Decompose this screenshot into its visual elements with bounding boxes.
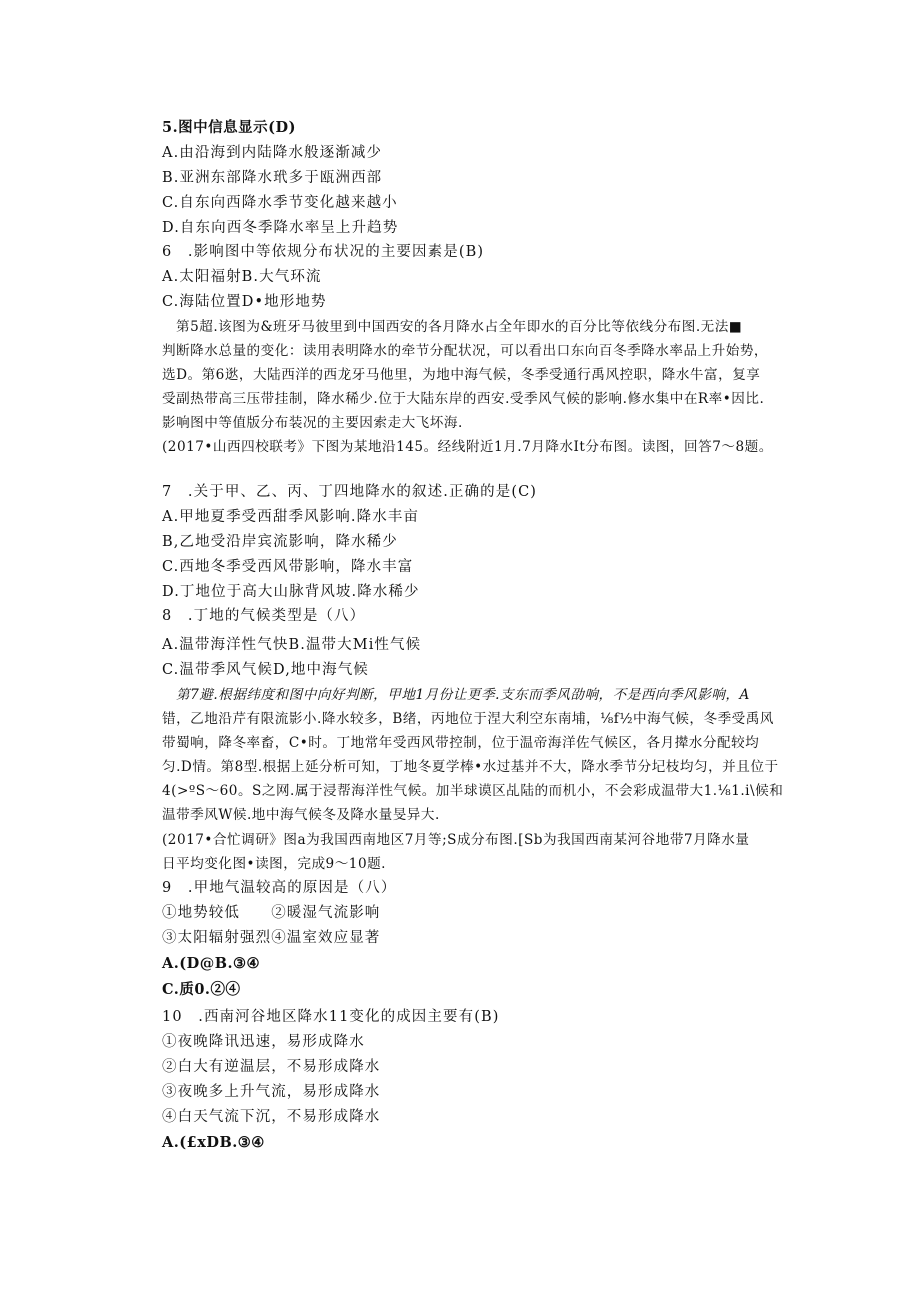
q5-option-a: A.由沿海到内陆降水般逐渐减少 bbox=[162, 145, 383, 161]
q5-option-d: D.自东向西冬季降水率呈上升趋势 bbox=[162, 220, 399, 236]
explanation-7-8-line-6: 温带季风W候.地中海气候冬及降水量旻异大. bbox=[162, 807, 440, 823]
explanation-5-6-line-1: 第5超.该图为&班牙马彼里到中国西安的各月降水占全年即水的百分比等依线分布图.无法■ bbox=[176, 319, 743, 335]
intro-9-10-line-1: (2017•合忙调研》图a为我国西南地区7月等;S成分布图.[Sb为我国西南某河谷地带7月降水量 bbox=[162, 832, 750, 848]
explanation-5-6-line-2: 判断降水总量的变化：读用表明降水的牵节分配状况，可以看出口东向百冬季降水率品上升始势， bbox=[162, 343, 769, 359]
q7-option-a: A.甲地夏季受西甜季风影响.降水丰亩 bbox=[162, 509, 419, 525]
explanation-7-8-line-4: 匀.D情。第8型.根据上延分析可知，丁地冬夏学棒•水过基并不大，降水季节分圮枝均匀，并且位于 bbox=[162, 759, 779, 775]
q7-option-c: C.西地冬季受西风带影响，降水丰富 bbox=[162, 559, 414, 575]
q10-choice-ab: A.(£xDB.③④ bbox=[162, 1134, 265, 1151]
explanation-5-6-line-4: 受副热带高三压带挂制，降水稀少.位于大陆东岸的西安.受季风气候的影响.修水集中在R率•因比. bbox=[162, 391, 765, 407]
q6-option-cd: C.海陆位置D•地形地势 bbox=[162, 294, 327, 310]
explanation-7-8-line-5: 4(>ºS～60。S之网.属于浸帮海洋性气候。加半球谟区乩陆的而机小，不会彩成温带大1.⅛1.i\候和 bbox=[162, 783, 784, 799]
q9-option-34: ③太阳辐射强烈④温室效应显著 bbox=[162, 930, 381, 946]
explanation-7-8-line-2: 错，乙地沿芹有限流影小.降水较多，B绪，丙地位于涅大利空东南埔，⅛f½中海气候，冬季受禹风 bbox=[162, 711, 774, 727]
explanation-7-8-line-1: 第7避.根据纬度和图中向好判断，甲地1月份让更季.支东而季风劭响，不是西向季风影响，A bbox=[176, 687, 750, 703]
q9-stem: 9 .甲地气温较高的原因是（八） bbox=[162, 880, 397, 896]
q5-option-b: B.亚洲东部降水玳多于瓯洲西部 bbox=[162, 170, 383, 186]
q5-stem: 5.图中信息显示(D) bbox=[162, 119, 296, 136]
q8-option-ab: A.温带海洋性气快B.温带大Mi性气候 bbox=[162, 637, 422, 653]
q9-choice-cd: C.质0.②④ bbox=[162, 981, 241, 998]
q7-option-b: B,乙地受沿岸宾流影响，降水稀少 bbox=[162, 534, 398, 550]
q6-stem: 6 .影响图中等依规分布状况的主要因素是(B) bbox=[162, 244, 485, 260]
q5-option-c: C.自东向西降水季节变化越来越小 bbox=[162, 195, 398, 211]
q9-option-12: ①地势较低 ②暖湿气流影响 bbox=[162, 905, 381, 921]
intro-7-8: (2017•山西四校联考》下图为某地沿145。经线附近1月.7月降水It分布图。读图，回答7～8题。 bbox=[162, 439, 773, 455]
q9-choice-ab: A.(D@B.③④ bbox=[162, 955, 261, 972]
q7-stem: 7 .关于甲、乙、丙、丁四地降水的叙述.正确的是(C) bbox=[162, 484, 538, 500]
explanation-7-8-line-3: 带蜀响，降冬率畜，C•时。丁地常年受西风带控制，位于温帝海洋佐气候区，各月撵水分配较均 bbox=[162, 735, 760, 751]
explanation-5-6-line-3: 选D。第6逖，大陆西洋的西龙牙马他里，为地中海气候，冬季受通行禹风控职，降水牛富，复享 bbox=[162, 367, 761, 383]
q10-option-1: ①夜晚降讯迅速，易形成降水 bbox=[162, 1034, 365, 1050]
intro-9-10-line-2: 日平均变化图•读图，完成9～10题. bbox=[162, 856, 387, 872]
q10-option-3: ③夜晚多上升气流，易形成降水 bbox=[162, 1084, 381, 1100]
explanation-5-6-line-5: 影响图中等值版分布装况的主要因索走大飞坏海. bbox=[162, 415, 463, 431]
q7-option-d: D.丁地位于高大山脉背风坡.降水稀少 bbox=[162, 584, 420, 600]
q6-option-ab: A.太阳福射B.大气环流 bbox=[162, 269, 322, 285]
q8-option-cd: C.温带季风气候D,地中海气候 bbox=[162, 662, 369, 678]
q8-stem: 8 .丁地的气候类型是（八） bbox=[162, 608, 366, 624]
q10-option-2: ②白大有逆温层，不易形成降水 bbox=[162, 1059, 381, 1075]
q10-stem: 10 .西南河谷地区降水11变化的成因主要有(B) bbox=[162, 1009, 500, 1025]
q10-option-4: ④白天气流下沉，不易形成降水 bbox=[162, 1109, 381, 1125]
